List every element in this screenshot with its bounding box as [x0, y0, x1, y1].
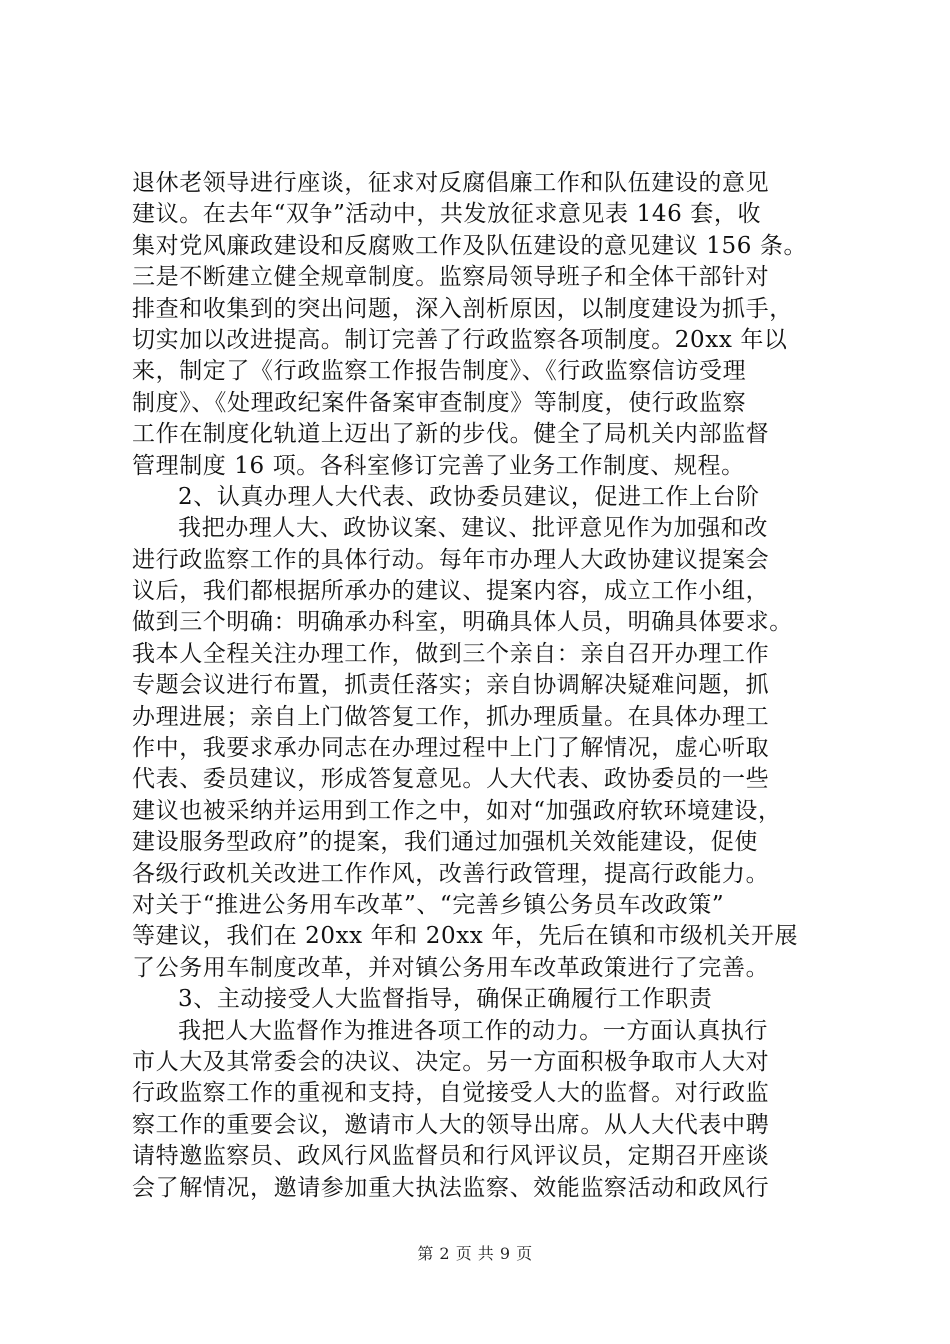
text-line: 察工作的重要会议，邀请市人大的领导出席。从人大代表中聘	[132, 1111, 770, 1138]
text-line: 进行政监察工作的具体行动。每年市办理人大政协建议提案会	[132, 546, 770, 573]
text-line: 我把办理人大、政协议案、建议、批评意见作为加强和改	[178, 515, 768, 542]
text-line: 代表、委员建议，形成答复意见。人大代表、政协委员的一些	[132, 766, 770, 793]
text-line: 来，制定了《行政监察工作报告制度》、《行政监察信访受理	[132, 358, 747, 385]
text-line: 请特邀监察员、政风行风监督员和行风评议员，定期召开座谈	[132, 1143, 770, 1170]
text-line: 等建议，我们在 20xx 年和 20xx 年，先后在镇和市级机关开展	[132, 923, 799, 950]
text-line: 议后，我们都根据所承办的建议、提案内容，成立工作小组，	[132, 578, 770, 605]
text-line: 退休老领导进行座谈，征求对反腐倡廉工作和队伍建设的意见	[132, 170, 770, 196]
text-line: 制度》、《处理政纪案件备案审查制度》等制度，使行政监察	[132, 389, 747, 416]
text-line: 做到三个明确：明确承办科室，明确具体人员，明确具体要求。	[132, 609, 793, 636]
text-line: 了公务用车制度改革，并对镇公务用车改革政策进行了完善。	[132, 954, 770, 981]
text-line: 专题会议进行布置，抓责任落实；亲自协调解决疑难问题，抓	[132, 672, 770, 699]
text-line: 集对党风廉政建设和反腐败工作及队伍建设的意见建议 156 条。	[132, 232, 808, 259]
text-line: 行政监察工作的重视和支持，自觉接受人大的监督。对行政监	[132, 1080, 770, 1107]
text-line: 建设服务型政府”的提案，我们通过加强机关效能建设，促使	[132, 829, 758, 856]
text-line: 办理进展；亲自上门做答复工作，抓办理质量。在具体办理工	[132, 703, 770, 730]
text-line: 三是不断建立健全规章制度。监察局领导班子和全体干部针对	[132, 264, 770, 291]
text-line: 会了解情况，邀请参加重大执法监察、效能监察活动和政风行	[132, 1174, 770, 1201]
text-line: 建议也被采纳并运用到工作之中，如对“加强政府软环境建设，	[132, 797, 782, 824]
text-line: 管理制度 16 项。各科室修订完善了业务工作制度、规程。	[132, 452, 745, 479]
text-line: 工作在制度化轨道上迈出了新的步伐。健全了局机关内部监督	[132, 421, 770, 448]
document-body	[132, 168, 828, 1204]
text-line: 2、认真办理人大代表、政协委员建议，促进工作上台阶	[178, 483, 760, 510]
text-line: 各级行政机关改进工作作风，改善行政管理，提高行政能力。	[132, 860, 770, 887]
text-line: 排查和收集到的突出问题，深入剖析原因，以制度建设为抓手，	[132, 295, 793, 322]
text-line: 作中，我要求承办同志在办理过程中上门了解情况，虚心听取	[132, 735, 770, 762]
text-line: 对关于“推进公务用车改革”、“完善乡镇公务员车改政策”	[132, 891, 725, 918]
text-line: 建议。在去年“双争”活动中，共发放征求意见表 146 套，收	[132, 201, 762, 228]
page-number-footer: 第 2 页 共 9 页	[417, 1244, 533, 1263]
text-line: 3、主动接受人大监督指导，确保正确履行工作职责	[178, 986, 713, 1013]
text-line: 切实加以改进提高。制订完善了行政监察各项制度。20xx 年以	[132, 326, 788, 353]
text-line: 我把人大监督作为推进各项工作的动力。一方面认真执行	[178, 1017, 768, 1044]
text-line: 市人大及其常委会的决议、决定。另一方面积极争取市人大对	[132, 1048, 770, 1075]
text-line: 我本人全程关注办理工作，做到三个亲自：亲自召开办理工作	[132, 640, 770, 667]
